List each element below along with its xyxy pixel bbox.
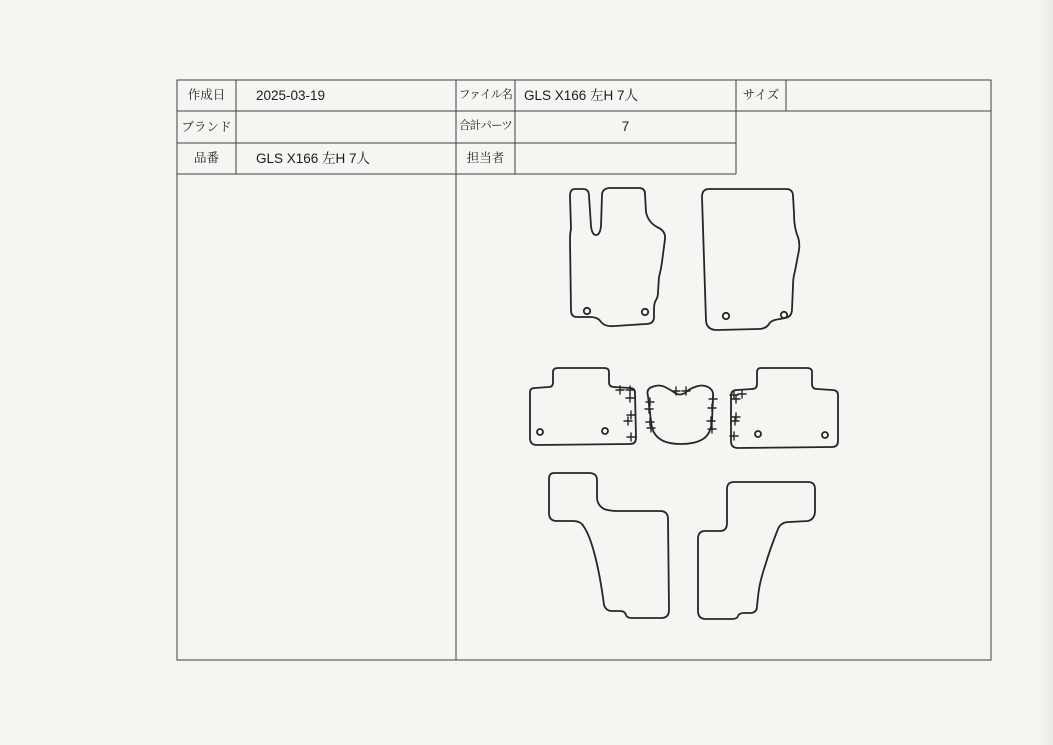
file-name-value: GLS X166 左H 7人 — [524, 87, 639, 103]
mat-third-row-left-outline — [549, 473, 669, 618]
fixing-hole — [822, 432, 828, 438]
fixing-hole — [642, 309, 648, 315]
part-number-value: GLS X166 左H 7人 — [256, 150, 371, 166]
fixing-hole — [584, 308, 590, 314]
alignment-cross-marks — [616, 386, 635, 441]
created-date-label: 作成日 — [187, 88, 226, 103]
created-date-value: 2025-03-19 — [256, 87, 326, 103]
fixing-hole — [755, 431, 761, 437]
fixing-hole — [602, 428, 608, 434]
mat-second-row-left-outline — [530, 368, 636, 445]
part-number-label: 品番 — [193, 151, 219, 166]
mat-front-right-outline — [702, 189, 799, 330]
fixing-hole — [723, 313, 729, 319]
fixing-hole — [537, 429, 543, 435]
mat-front-left-outline — [570, 188, 665, 326]
total-parts-value: 7 — [621, 119, 630, 135]
mat-second-row-center-outline — [648, 386, 714, 445]
file-name-label: ファイル名 — [458, 88, 513, 101]
person-in-charge-value — [515, 143, 745, 174]
size-label: サイズ — [742, 88, 780, 103]
mat-third-row-right-outline — [698, 482, 815, 619]
alignment-cross-marks — [730, 390, 746, 440]
size-value — [786, 80, 1000, 111]
brand-label: ブランド — [181, 119, 232, 134]
brand-value — [236, 111, 476, 143]
total-parts-label: 合計パーツ — [458, 120, 513, 133]
person-in-charge-label: 担当者 — [466, 151, 505, 166]
fixing-hole — [781, 312, 787, 318]
